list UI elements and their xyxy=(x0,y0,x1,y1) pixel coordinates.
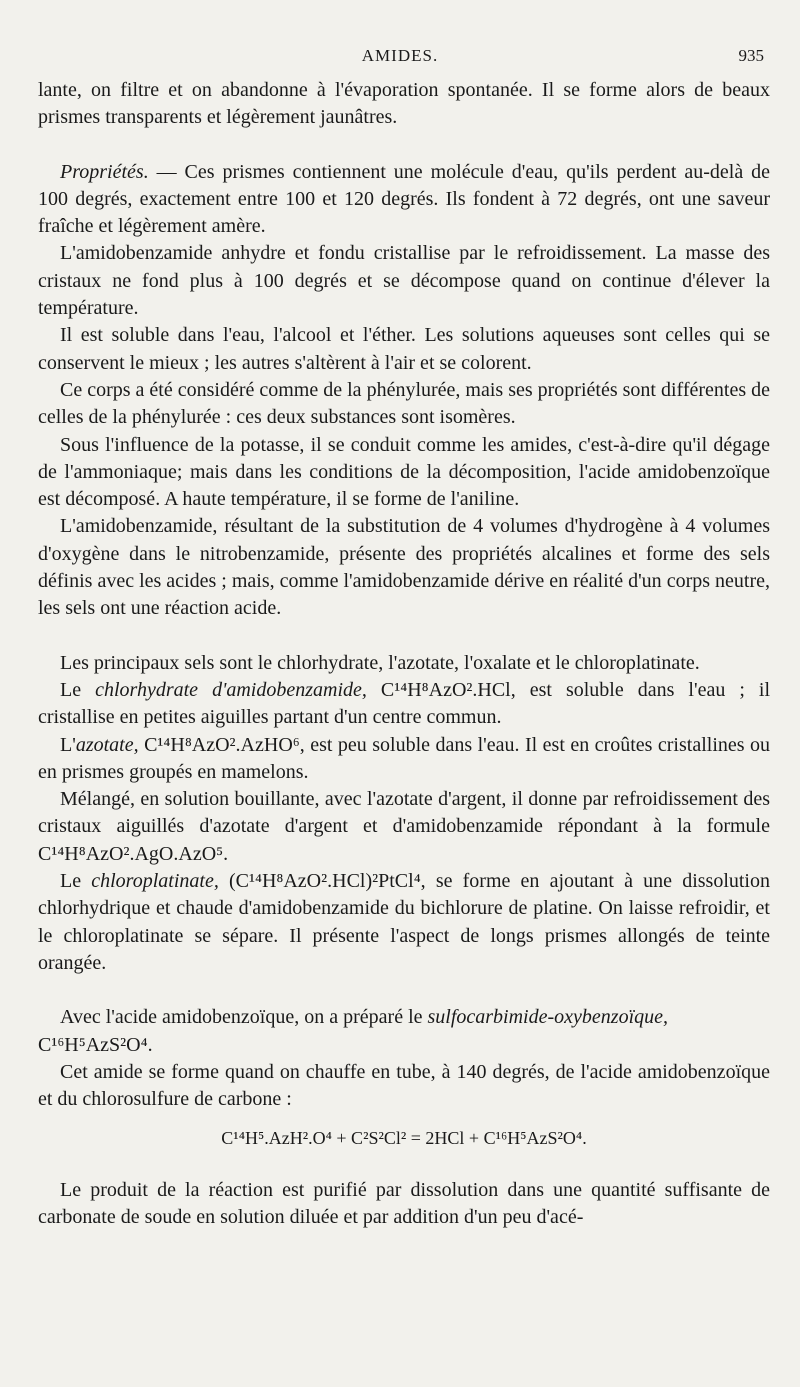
text-fragment: Avec l'acide amidobenzoïque, on a préparé le xyxy=(60,1006,428,1029)
formula-chloroplatinate: (C¹⁴H⁸AzO².HCl)²PtCl⁴, xyxy=(218,870,426,893)
text-fragment: est soluble dans l'eau ; il cristallise en petites aiguilles partant d'un centre commun. xyxy=(38,678,771,729)
formula-azotate: C¹⁴H⁸AzO².AzHO⁶, xyxy=(138,733,305,756)
paragraph-azotate xyxy=(38,732,770,787)
paragraph-chloroplatinate xyxy=(38,868,770,977)
page-body xyxy=(38,77,770,1231)
text-fragment: Le xyxy=(60,678,96,701)
paragraph-sulfocarbimide xyxy=(38,1004,770,1059)
paragraph-proprietes-text: — Ces prismes contiennent une molécule d'eau, qu'ils perdent au-delà de 100 degrés, exactement entre 100 et 120 degrés. Ils fondent à 72 degrés, ont une saveur fraîche et légèrement amère. xyxy=(38,160,770,238)
paragraph-15: Le produit de la réaction est purifié par dissolution dans une quantité suffisante de carbonate de soude en solution diluée et par addition d'un peu d'acé- xyxy=(38,1178,770,1228)
running-title: AMIDES. xyxy=(361,46,439,65)
paragraph-8: Les principaux sels sont le chlorhydrate, l'azotate, l'oxalate et le chloroplatinate. xyxy=(60,651,700,674)
paragraph-1: lante, on filtre et on abandonne à l'évaporation spontanée. Il se forme alors de beaux prismes transparents et légèrement jaunâtres. xyxy=(38,79,770,129)
paragraph-chlorhydrate xyxy=(38,677,770,732)
formula-chlorhydrate: C¹⁴H⁸AzO².HCl, xyxy=(366,678,516,701)
paragraph-6: Sous l'influence de la potasse, il se conduit comme les amides, c'est-à-dire qu'il dégage de l'ammoniaque; mais dans les conditions de la décomposition, l'acide amidobenzoïque est décomposé. A haute température, il se forme de l'aniline. xyxy=(38,433,770,511)
term-chloroplatinate: chloroplatinate, xyxy=(91,870,219,893)
section-label-proprietes: Propriétés. xyxy=(60,160,149,183)
page-header xyxy=(0,46,800,70)
paragraph-7: L'amidobenzamide, résultant de la substitution de 4 volumes d'hydrogène à 4 volumes d'oxygène dans le nitrobenzamide, présente des propriétés alcalines et forme des sels définis avec les acides ; mais, comme l'amidobenzamide dérive en réalité d'un corps neutre, les sels ont une réaction acide. xyxy=(38,515,770,620)
text-fragment: se forme en ajoutant à une dissolution chlorhydrique et chaude d'amidobenzamide du bichlorure de platine. On laisse refroidir, et le chloroplatinate se sépare. Il présente l'aspect de longs prismes allongés de teinte orangée. xyxy=(38,870,770,974)
paragraph-proprietes xyxy=(38,159,770,241)
paragraph-4: Il est soluble dans l'eau, l'alcool et l'éther. Les solutions aqueuses sont celles qui se conservent le mieux ; les autres s'altèrent à l'air et se colorent. xyxy=(38,324,770,374)
paragraph-14: Cet amide se forme quand on chauffe en tube, à 140 degrés, de l'acide amidobenzoïque et du chlorosulfure de carbone : xyxy=(38,1060,770,1111)
text-fragment: L' xyxy=(60,733,76,756)
term-azotate: azotate, xyxy=(75,733,139,756)
paragraph-5: Ce corps a été considéré comme de la phénylurée, mais ses propriétés sont différentes de celles de la phénylurée : ces deux substances sont isomères. xyxy=(38,378,770,429)
text-fragment: Le xyxy=(60,870,92,893)
page-number: 935 xyxy=(738,46,764,65)
text-fragment: est peu soluble dans l'eau. Il est en croûtes cristallines ou en prismes groupés en mamelons. xyxy=(38,733,770,783)
paragraph-3: L'amidobenzamide anhydre et fondu cristallise par le refroidissement. La masse des cristaux ne fond plus à 100 degrés et se décompose quand on continue d'élever la température. xyxy=(38,242,770,320)
paragraph-11: Mélangé, en solution bouillante, avec l'azotate d'argent, il donne par refroidissement des cristaux aiguillés d'azotate d'argent et d'amidobenzamide répondant à la formule C¹⁴H⁸AzO².AgO.AzO⁵. xyxy=(38,788,770,865)
term-chlorhydrate: chlorhydrate d'amidobenzamide, xyxy=(95,678,367,701)
reaction-equation: C¹⁴H⁵.AzH².O⁴ + C²S²Cl² = 2HCl + C¹⁶H⁵AzS²O⁴. xyxy=(221,1128,587,1149)
term-sulfocarbimide: sulfocarbimide-oxybenzoïque, xyxy=(427,1006,668,1029)
formula-sulfocarbimide: C¹⁶H⁵AzS²O⁴. xyxy=(38,1033,153,1056)
